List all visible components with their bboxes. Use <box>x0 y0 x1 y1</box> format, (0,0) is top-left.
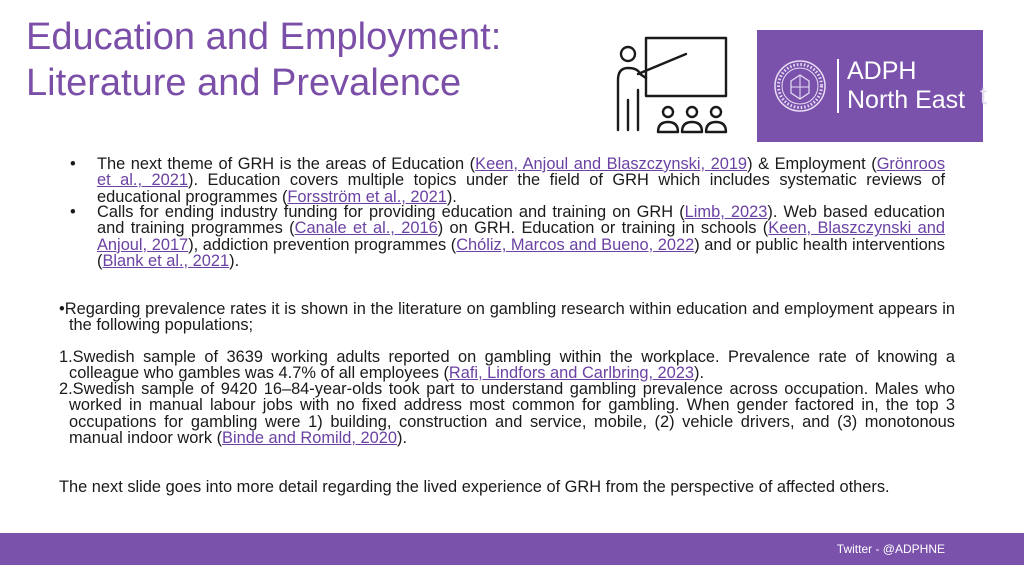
title-line-1: Education and Employment: <box>26 16 502 58</box>
citation-link[interactable]: Canale et al., 2016 <box>294 219 438 238</box>
citation-link[interactable]: Limb, 2023 <box>684 203 768 221</box>
citation-link[interactable]: Grönroos et al., 2021 <box>97 155 946 190</box>
footer-bar <box>0 533 1024 565</box>
logo-line-2: North East <box>847 86 966 114</box>
citation-link[interactable]: Keen, Anjoul and Blaszczynski, 2019 <box>475 155 748 173</box>
citation-link[interactable]: Rafi, Lindfors and Carlbring, 2023 <box>448 364 695 383</box>
citation-link[interactable]: Blank et al., 2021 <box>102 252 230 271</box>
citation-link[interactable]: Binde and Romild, 2020 <box>222 429 397 448</box>
prevalence-intro: •Regarding prevalence rates it is shown in the literature on gambling research within education and employment appears in the following populations; <box>59 300 955 335</box>
prevalence-item-2: 2.Swedish sample of 9420 16–84-year-olds took part to understand gambling prevalence across occupation. Males who worked in manual labour jobs with no fixed address most common for gambling. When gender factored in, the top 3 occupations for gambling were 1) building, construction and service, mobile, (2) vehicle drivers, and (3) monotonous manual indoor work (Binde and Romild, 2020). <box>59 380 955 448</box>
logo-overflow-letter: t <box>980 80 988 110</box>
bullet-marker: • <box>70 155 76 173</box>
prevalence-item-1: 1.Swedish sample of 3639 working adults reported on gambling within the workplace. Prevalence rate of knowing a colleague who gambles was 4.7% of all employees (Rafi, Lindfors and Carlbring, 2023). <box>59 348 955 383</box>
citation-link[interactable]: Forsström et al., 2021 <box>287 187 447 206</box>
citation-link[interactable]: Chóliz, Marcos and Bueno, 2022 <box>456 235 695 254</box>
bullet-industry-funding: Calls for ending industry funding for providing education and training on GRH (Limb, 2023). Web based education and training programmes (Canale et al., 2016) on GRH. Education or training in schools (Keen, Blaszczynski and Anjoul, 2017), addiction prevention programmes (Chóliz, Marcos and Bueno, 2022) and or public health interventions (Blank et al., 2021). <box>97 203 945 271</box>
logo-line-1: ADPH <box>847 57 917 85</box>
closing-paragraph: The next slide goes into more detail regarding the lived experience of GRH from the perspective of affected others. <box>59 478 890 496</box>
bullet-education-theme: The next theme of GRH is the areas of Education (Keen, Anjoul and Blaszczynski, 2019) & Employment (Grönroos et al., 2021). Education covers multiple topics under the field of GRH which includes systematic reviews of educational programmes (Forsström et al., 2021). <box>97 155 946 206</box>
twitter-handle: Twitter - @ADPHNE <box>836 542 945 556</box>
bullet-marker: • <box>70 203 76 221</box>
citation-link[interactable]: Keen, Blaszczynski and Anjoul, 2017 <box>97 219 945 254</box>
title-line-2: Literature and Prevalence <box>26 62 462 104</box>
